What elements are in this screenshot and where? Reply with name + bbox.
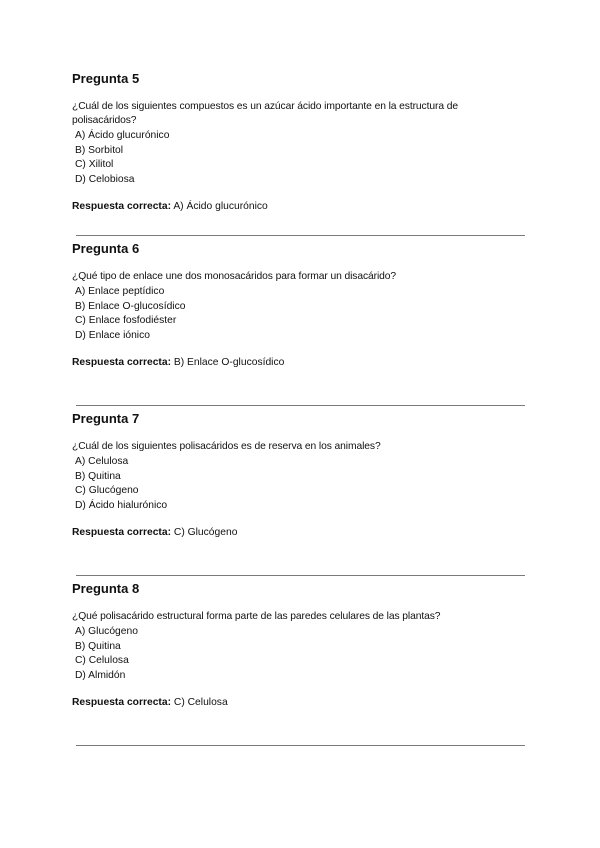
divider-line [76,235,525,236]
question-title: Pregunta 5 [72,71,140,86]
question-text: ¿Qué tipo de enlace une dos monosacáridos para formar un disacárido? [72,271,397,282]
option-d: D) Enlace iónico [75,329,150,341]
option-c: C) Xilitol [75,159,114,171]
option-d: D) Ácido hialurónico [75,499,168,511]
correct-answer-value: C) Glucógeno [173,527,238,539]
correct-answer-label: Respuesta correcta: [72,357,172,369]
question-text: ¿Cuál de los siguientes compuestos es un azúcar ácido importante en la estructura de polisacáridos? [72,101,458,126]
question-text: ¿Qué polisacárido estructural forma parte de las paredes celulares de las plantas? [72,611,441,622]
options-list [72,129,524,187]
question-block-5 [72,70,524,240]
question-title: Pregunta 6 [72,241,140,256]
question-title: Pregunta 8 [72,581,140,596]
option-a: A) Enlace peptídico [75,286,165,297]
options-list [72,285,524,343]
divider-line [76,745,525,746]
correct-answer [72,696,524,710]
option-a: A) Glucógeno [75,626,138,637]
correct-answer-value: B) Enlace O-glucosídico [173,357,285,369]
option-d: D) Celobiosa [75,173,135,185]
correct-answer-label: Respuesta correcta: [72,697,172,709]
question-block-7 [72,410,524,580]
correct-answer [72,526,524,540]
correct-answer-label: Respuesta correcta: [72,201,172,213]
option-b: B) Enlace O-glucosídico [75,300,186,312]
divider-line [76,575,525,576]
option-b: B) Sorbitol [75,144,124,156]
question-title: Pregunta 7 [72,411,140,426]
option-c: C) Enlace fosfodiéster [75,315,177,327]
question-block-8 [72,580,524,750]
correct-answer-value: C) Celulosa [173,697,228,709]
correct-answer [72,356,524,370]
option-a: A) Ácido glucurónico [75,130,170,141]
option-b: B) Quitina [75,470,121,482]
option-a: A) Celulosa [75,456,129,467]
correct-answer-value: A) Ácido glucurónico [173,201,268,213]
options-list [72,455,524,513]
option-d: D) Almidón [75,669,126,681]
correct-answer [72,200,524,214]
divider-line [76,405,525,406]
option-b: B) Quitina [75,640,121,652]
option-c: C) Celulosa [75,655,129,667]
option-c: C) Glucógeno [75,485,139,497]
options-list [72,625,524,683]
question-text: ¿Cuál de los siguientes polisacáridos es de reserva en los animales? [72,441,381,452]
question-block-6 [72,240,524,410]
correct-answer-label: Respuesta correcta: [72,527,172,539]
document-page [72,70,524,750]
